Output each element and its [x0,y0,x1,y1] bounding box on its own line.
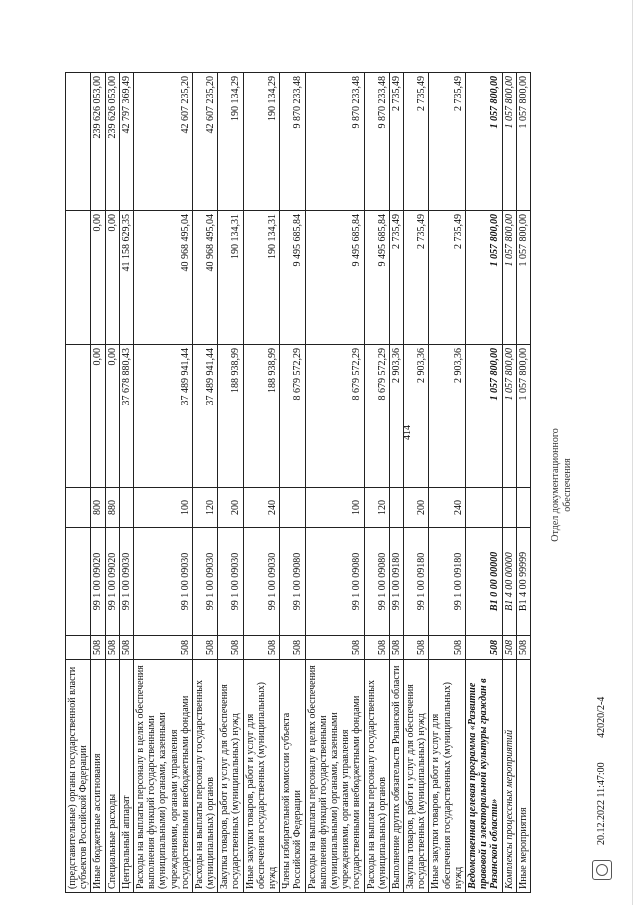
table-row [404,73,429,893]
footer [596,675,607,845]
row-target-article: 99 1 00 09030 [192,528,217,636]
table-row [133,73,192,893]
row-value-2025: 1 057 800,00 [502,73,516,211]
row-expense-type [389,488,403,528]
row-ministry-code: 508 [119,636,133,660]
row-value-2023: 1 057 800,00 [516,345,530,488]
row-value-2025: 239 626 053,00 [91,73,105,211]
table-row [66,73,91,893]
page-number: 414 [402,425,413,440]
row-target-article: 99 1 00 09080 [280,528,305,636]
row-value-2024: 190 134,31 [243,211,280,345]
row-target-article: B1 4 00 00000 [502,528,516,636]
table-row [119,73,133,893]
row-value-2025: 9 870 233,48 [305,73,364,211]
table-row [91,73,105,893]
table-row [305,73,364,893]
row-name: (представительные) органы государственной власти субъектов Российской Федерации [66,660,91,893]
row-target-article: 99 1 00 09180 [429,528,466,636]
row-expense-type: 240 [243,488,280,528]
row-value-2023: 0,00 [105,345,119,488]
row-name: Члены избирательной комиссии субъекта Российской Федерации [280,660,305,893]
row-ministry-code: 508 [502,636,516,660]
row-value-2023: 37 489 941,44 [192,345,217,488]
row-target-article: B1 0 00 00000 [466,528,503,636]
row-target-article: 99 1 00 09020 [105,528,119,636]
row-value-2025: 190 134,29 [218,73,243,211]
row-value-2024: 40 968 495,04 [192,211,217,345]
row-ministry-code: 508 [466,636,503,660]
row-value-2023: 37 489 941,44 [133,345,192,488]
row-expense-type [466,488,503,528]
row-ministry-code: 508 [389,636,403,660]
row-expense-type: 800 [91,488,105,528]
row-ministry-code: 508 [243,636,280,660]
department-note [550,385,573,585]
row-expense-type: 240 [429,488,466,528]
footer-timestamp: 20.12.2022 11:47:00 [596,762,607,845]
row-value-2023: 8 679 572,29 [364,345,389,488]
row-ministry-code: 508 [280,636,305,660]
row-value-2023: 188 938,99 [243,345,280,488]
row-target-article: B1 4 00 99999 [516,528,530,636]
row-value-2023: 8 679 572,29 [305,345,364,488]
row-target-article: 99 1 00 09030 [133,528,192,636]
row-name: Выполнение других обязательств Рязанской области [389,660,403,893]
row-expense-type [502,488,516,528]
row-expense-type [516,488,530,528]
row-value-2024: 9 495 685,84 [364,211,389,345]
table-row [429,73,466,893]
row-ministry-code: 508 [305,636,364,660]
row-value-2024: 2 735,49 [389,211,403,345]
row-ministry-code: 508 [516,636,530,660]
table-row [218,73,243,893]
row-value-2025: 239 626 053,00 [105,73,119,211]
row-name: Комплексы процессных мероприятий [502,660,516,893]
row-value-2023: 37 678 880,43 [119,345,133,488]
row-value-2025: 9 870 233,48 [280,73,305,211]
row-value-2024: 1 057 800,00 [502,211,516,345]
row-expense-type: 120 [364,488,389,528]
row-target-article: 99 1 00 09030 [218,528,243,636]
row-ministry-code: 508 [105,636,119,660]
row-expense-type: 120 [192,488,217,528]
row-value-2025: 1 057 800,00 [466,73,503,211]
row-value-2024: 0,00 [91,211,105,345]
row-name: Ведомственная целевая программа «Развитие правовой и электоральной культуры граждан в Рязанской области» [466,660,503,893]
row-name: Специальные расходы [105,660,119,893]
row-name: Иные мероприятия [516,660,530,893]
table-row [516,73,530,893]
row-target-article [66,528,91,636]
row-name: Расходы на выплаты персоналу государственных (муниципальных) органов [364,660,389,893]
row-value-2025: 2 735,49 [429,73,466,211]
row-value-2025: 1 057 800,00 [516,73,530,211]
row-target-article: 99 1 00 09180 [404,528,429,636]
row-value-2024 [66,211,91,345]
row-value-2024: 1 057 800,00 [466,211,503,345]
row-value-2025: 2 735,49 [389,73,403,211]
row-value-2023: 188 938,99 [218,345,243,488]
table-row [364,73,389,893]
row-name: Расходы на выплаты персоналу в целях обеспечения выполнения функций государственными (муниципальными) органами, казенными учреждениями, органами управления государственными внебюджетными фондами [133,660,192,893]
row-target-article: 99 1 00 09030 [119,528,133,636]
budget-table-body [66,73,531,893]
row-value-2023: 2 903,36 [389,345,403,488]
row-expense-type: 880 [105,488,119,528]
row-value-2024: 9 495 685,84 [305,211,364,345]
row-value-2025: 42 607 235,20 [133,73,192,211]
row-value-2024: 1 057 800,00 [516,211,530,345]
row-value-2025: 42 797 369,49 [119,73,133,211]
table-row [466,73,503,893]
row-value-2023: 2 903,36 [404,345,429,488]
row-value-2024: 2 735,49 [404,211,429,345]
row-target-article: 99 1 00 09080 [364,528,389,636]
scan-artifact-line [632,0,633,905]
row-value-2025: 2 735,49 [404,73,429,211]
row-ministry-code [66,636,91,660]
row-value-2023: 8 679 572,29 [280,345,305,488]
row-ministry-code: 508 [404,636,429,660]
table-row [192,73,217,893]
row-ministry-code: 508 [133,636,192,660]
row-target-article: 99 1 00 09180 [389,528,403,636]
row-target-article: 99 1 00 09030 [243,528,280,636]
row-value-2023: 2 903,36 [429,345,466,488]
row-ministry-code: 508 [364,636,389,660]
row-value-2024: 40 968 495,04 [133,211,192,345]
table-row [389,73,403,893]
row-value-2024: 9 495 685,84 [280,211,305,345]
row-value-2025: 9 870 233,48 [364,73,389,211]
budget-table [65,72,531,893]
row-expense-type [119,488,133,528]
row-name: Иные закупки товаров, работ и услуг для обеспечения государственных (муниципальных) нужд [429,660,466,893]
row-expense-type: 200 [218,488,243,528]
row-name: Закупка товаров, работ и услуг для обеспечения государственных (муниципальных) нужд [404,660,429,893]
row-value-2023 [66,345,91,488]
row-ministry-code: 508 [218,636,243,660]
row-target-article: 99 1 00 09080 [305,528,364,636]
row-expense-type: 200 [404,488,429,528]
stamp-logo-icon [592,860,612,880]
row-name: Иные закупки товаров, работ и услуг для обеспечения государственных (муниципальных) нужд [243,660,280,893]
row-value-2024: 2 735,49 [429,211,466,345]
row-value-2025 [66,73,91,211]
table-row [502,73,516,893]
table-row [105,73,119,893]
row-value-2025: 190 134,29 [243,73,280,211]
row-expense-type: 100 [305,488,364,528]
row-expense-type [280,488,305,528]
row-name: Расходы на выплаты персоналу в целях обеспечения выполнения функций государственными (муниципальными) органами, казенными учреждениями, органами управления государственными внебюджетными фондами [305,660,364,893]
row-value-2024: 41 158 629,35 [119,211,133,345]
row-value-2024: 190 134,31 [218,211,243,345]
footer-doc-code: 42020/2-4 [596,696,607,738]
row-value-2025: 42 607 235,20 [192,73,217,211]
row-value-2023: 1 057 800,00 [502,345,516,488]
row-name: Расходы на выплаты персоналу государственных (муниципальных) органов [192,660,217,893]
row-name: Иные бюджетные ассигнования [91,660,105,893]
table-row [280,73,305,893]
row-name: Закупка товаров, работ и услуг для обеспечения государственных (муниципальных) нужд [218,660,243,893]
row-value-2023: 1 057 800,00 [466,345,503,488]
row-expense-type [66,488,91,528]
row-target-article: 99 1 00 09020 [91,528,105,636]
row-ministry-code: 508 [429,636,466,660]
department-line-1: Отдел документационного [550,428,561,542]
row-name: Центральный аппарат [119,660,133,893]
row-value-2023: 0,00 [91,345,105,488]
table-row [243,73,280,893]
row-ministry-code: 508 [91,636,105,660]
row-expense-type: 100 [133,488,192,528]
row-value-2024: 0,00 [105,211,119,345]
department-line-2: обеспечения [561,458,573,512]
row-ministry-code: 508 [192,636,217,660]
